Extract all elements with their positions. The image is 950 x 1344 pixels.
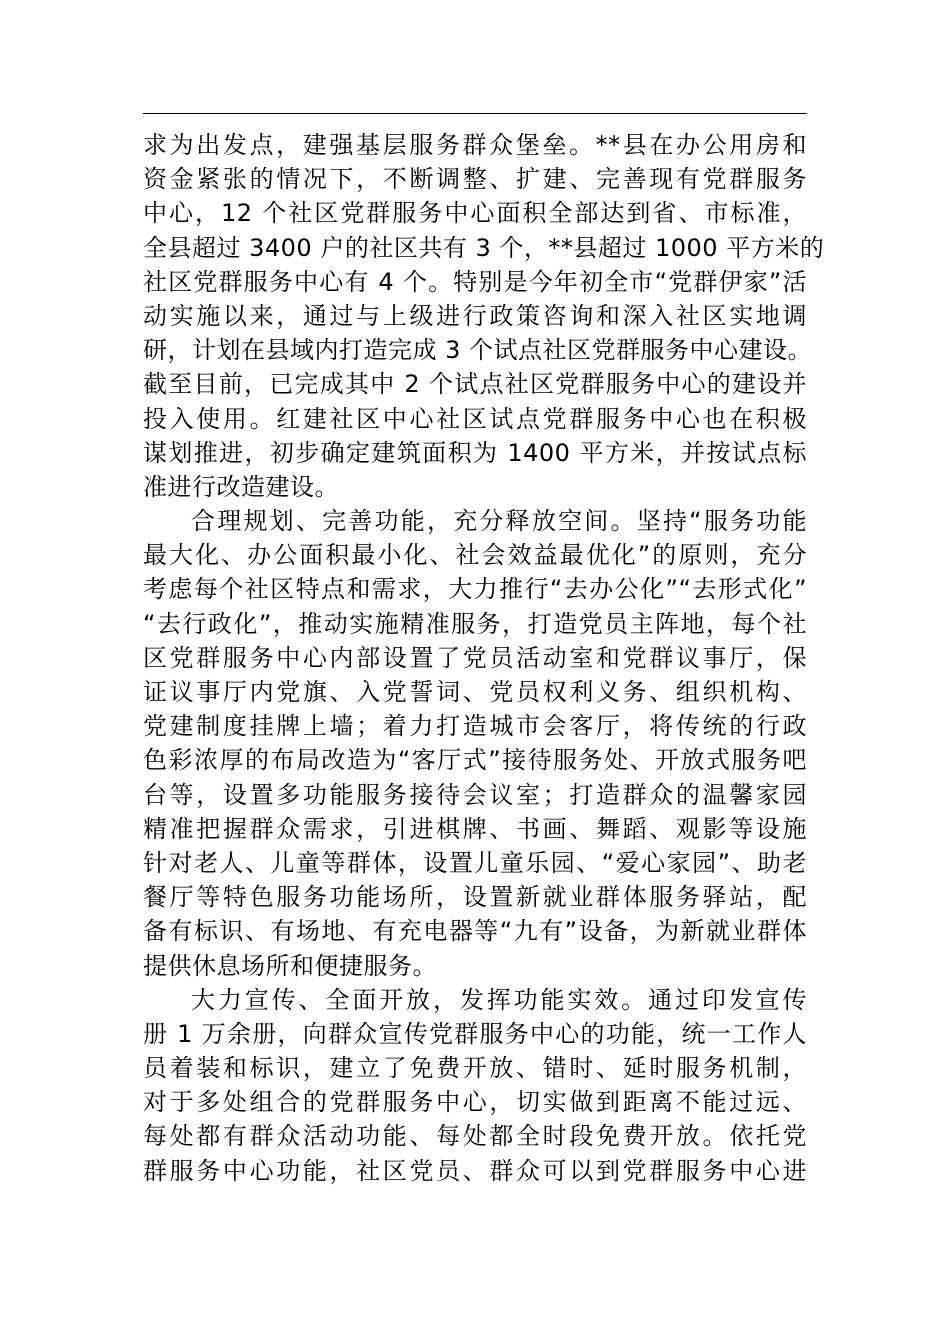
text-line: 每处都有群众活动功能、每处都全时段免费开放。依托党: [143, 1122, 807, 1151]
text-line: 考虑每个社区特点和需求，大力推行“去办公化”“去形式化”: [143, 575, 807, 604]
document-body: [143, 128, 825, 1188]
text-line: 动实施以来，通过与上级进行政策咨询和深入社区实地调: [143, 301, 807, 330]
text-line: 党建制度挂牌上墙；着力打造城市会客厅，将传统的行政: [143, 712, 807, 741]
text-line: 求为出发点，建强基层服务群众堡垒。**县在办公用房和: [143, 131, 807, 159]
text-line: 提供休息场所和便捷服务。: [143, 951, 437, 980]
paragraph: [143, 983, 807, 1188]
text-line: 社区党群服务中心有 4 个。特别是今年初全市“党群伊家”活: [143, 267, 807, 296]
text-line: 资金紧张的情况下，不断调整、扩建、完善现有党群服务: [143, 165, 807, 194]
text-line: 精准把握群众需求，引进棋牌、书画、舞蹈、观影等设施: [143, 814, 807, 843]
text-line: 谋划推进，初步确定建筑面积为 1400 平方米，并按试点标: [143, 438, 807, 467]
header-rule: [143, 113, 807, 114]
text-line: 中心，12 个社区党群服务中心面积全部达到省、市标准，: [143, 199, 807, 228]
text-line: 册 1 万余册，向群众宣传党群服务中心的功能，统一工作人: [143, 1019, 807, 1048]
text-line: 证议事厅内党旗、入党誓词、党员权利义务、组织机构、: [143, 678, 807, 706]
text-line: 餐厅等特色服务功能场所，设置新就业群体服务驿站，配: [143, 883, 807, 912]
text-line: 针对老人、儿童等群体，设置儿童乐园、“爱心家园”、助老: [143, 848, 807, 877]
text-line: 全县超过 3400 户的社区共有 3 个，**县超过 1000 平方米的: [143, 233, 825, 262]
text-line: 员着装和标识，建立了免费开放、错时、延时服务机制，: [143, 1054, 807, 1083]
paragraph: [143, 128, 825, 504]
text-line: 备有标识、有场地、有充电器等“九有”设备，为新就业群体: [143, 917, 807, 946]
text-line: 合理规划、完善功能，充分释放空间。坚持“服务功能: [191, 507, 807, 536]
text-line: 大力宣传、全面开放，发挥功能实效。通过印发宣传: [191, 985, 807, 1014]
text-line: 研，计划在县域内打造完成 3 个试点社区党群服务中心建设。: [143, 336, 813, 365]
text-line: 准进行改造建设。: [143, 472, 339, 501]
text-line: 台等，设置多功能服务接待会议室；打造群众的温馨家园: [143, 780, 807, 809]
text-line: “去行政化”，推动实施精准服务，打造党员主阵地，每个社: [143, 609, 807, 638]
text-line: 对于多处组合的党群服务中心，切实做到距离不能过远、: [143, 1088, 807, 1117]
text-line: 最大化、办公面积最小化、社会效益最优化”的原则，充分: [143, 541, 807, 570]
text-line: 色彩浓厚的布局改造为“客厅式”接待服务处、开放式服务吧: [143, 746, 807, 775]
paragraph: [143, 504, 807, 983]
text-line: 区党群服务中心内部设置了党员活动室和党群议事厅，保: [143, 643, 807, 672]
text-line: 截至目前，已完成其中 2 个试点社区党群服务中心的建设并: [143, 370, 807, 399]
text-line: 群服务中心功能，社区党员、群众可以到党群服务中心进: [143, 1156, 807, 1185]
text-line: 投入使用。红建社区中心社区试点党群服务中心也在积极: [143, 404, 807, 433]
